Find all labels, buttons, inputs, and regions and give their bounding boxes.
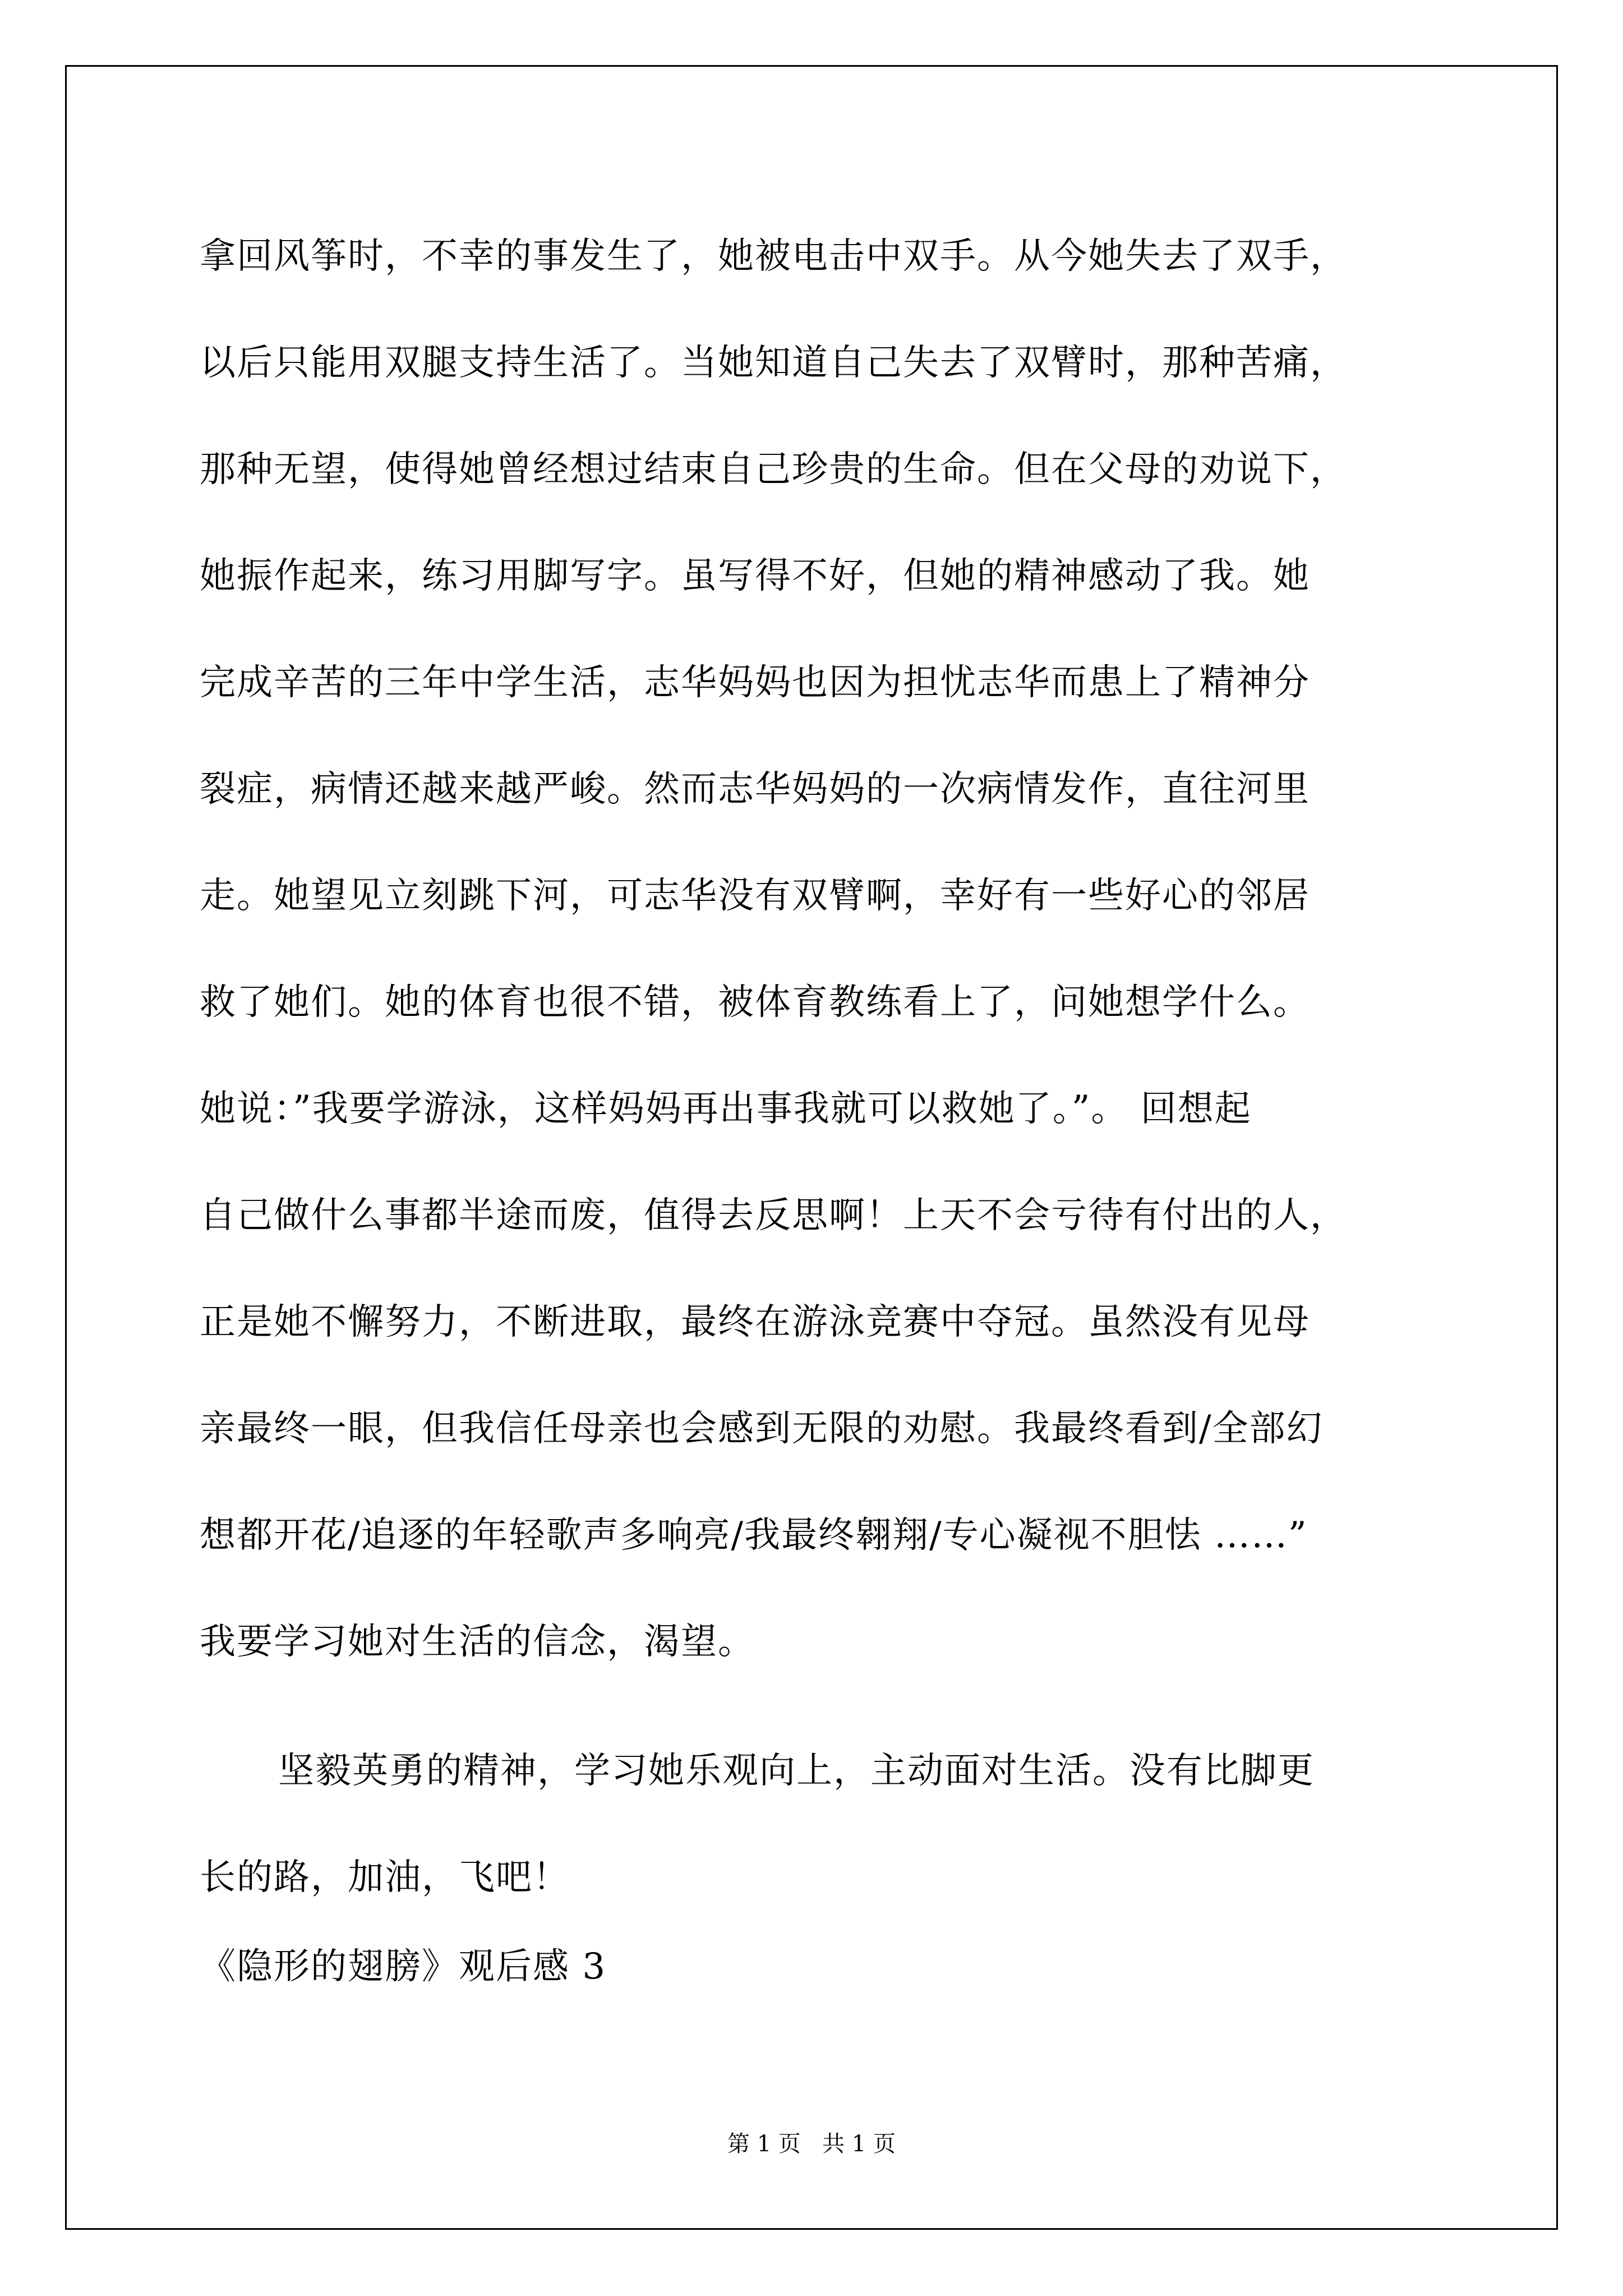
- paragraph-gap: [200, 1695, 1467, 1718]
- paragraph-line: 拿回风筝时，不幸的事发生了，她被电击中双手。从今她失去了双手，: [200, 236, 1347, 277]
- page-footer: 第 1 页 共 1 页: [727, 2131, 896, 2157]
- paragraph-line: 她振作起来，练习用脚写字。虽写得不好，但她的精神感动了我。她: [200, 555, 1310, 597]
- paragraph-line: 裂症，病情还越来越严峻。然而志华妈妈的一次病情发作，直往河里: [200, 769, 1310, 810]
- paragraph-line: 长的路，加油，飞吧！: [200, 1857, 570, 1898]
- paragraph-line: 她说：”我要学游泳，这样妈妈再出事我就可以救她了。”。 回想起: [200, 1088, 1252, 1130]
- paragraph-line: 走。她望见立刻跳下河，可志华没有双臂啊，幸好有一些好心的邻居: [200, 875, 1310, 917]
- paragraph-line: 救了她们。她的体育也很不错，被体育教练看上了，问她想学什么。: [200, 982, 1310, 1023]
- paragraph-line: 自己做什么事都半途而废，值得去反思啊！上天不会亏待有付出的人，: [200, 1195, 1347, 1236]
- paragraph-line: 完成辛苦的三年中学生活，志华妈妈也因为担忧志华而患上了精神分: [200, 662, 1310, 703]
- section-title: 《隐形的翅膀》观后感 3: [200, 1946, 607, 1987]
- paragraph-line: 那种无望，使得她曾经想过结束自己珍贵的生命。但在父母的劝说下，: [200, 449, 1347, 490]
- paragraph-line: 正是她不懈努力，不断进取，最终在游泳竞赛中夺冠。虽然没有见母: [200, 1301, 1310, 1343]
- paragraph-line: 想都开花/追逐的年轻歌声多响亮/我最终翱翔/专心凝视不胆怯 ……”: [200, 1515, 1308, 1556]
- paragraph-line: 以后只能用双腿支持生活了。当她知道自己失去了双臂时，那种苦痛，: [200, 342, 1347, 384]
- paragraph-line: 亲最终一眼，但我信任母亲也会感到无限的劝慰。我最终看到/全部幻: [200, 1408, 1324, 1450]
- paragraph-line: 坚毅英勇的精神，学习她乐观向上，主动面对生活。没有比脚更: [278, 1750, 1315, 1792]
- paragraph-line: 我要学习她对生活的信念，渴望。: [200, 1621, 755, 1663]
- document-body: [200, 203, 1467, 1931]
